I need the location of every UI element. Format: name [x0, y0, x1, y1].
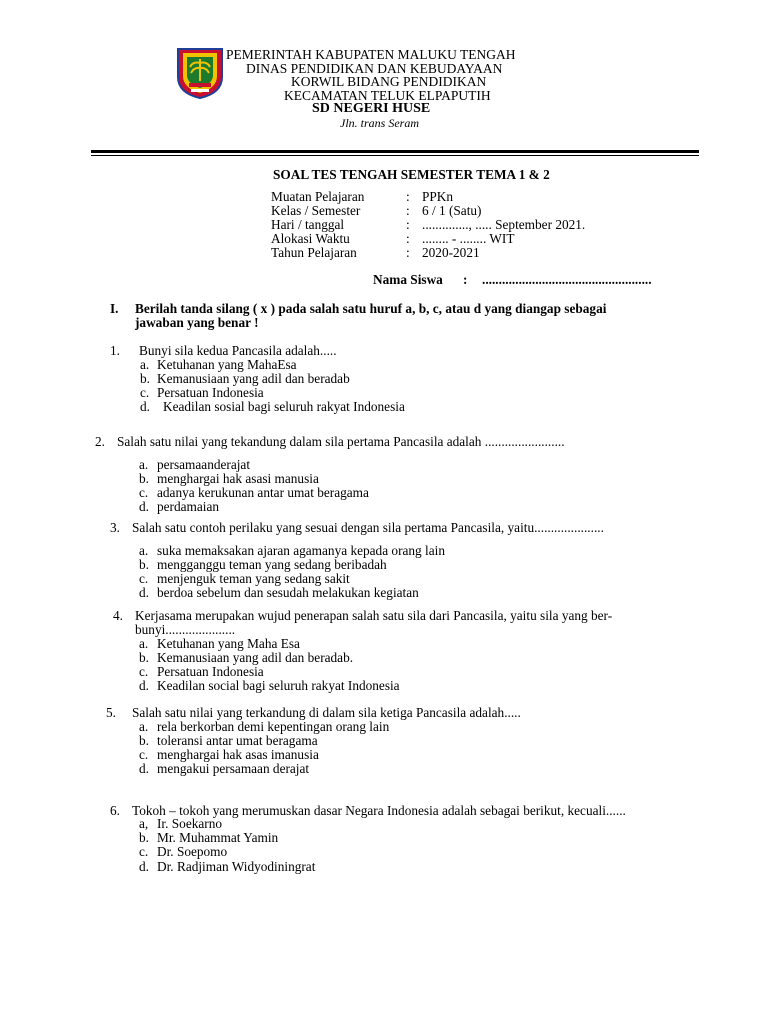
option-letter[interactable]: d.: [139, 761, 149, 776]
option-letter[interactable]: d.: [139, 678, 149, 693]
option-letter[interactable]: c.: [140, 385, 150, 400]
exam-title: SOAL TES TENGAH SEMESTER TEMA 1 & 2: [273, 167, 550, 182]
option-letter[interactable]: b.: [139, 557, 149, 572]
letterhead-divider-thick: [91, 150, 699, 153]
info-label: Alokasi Waktu: [271, 231, 350, 246]
option-text: Dr. Radjiman Widyodiningrat: [157, 859, 316, 874]
option-text: Kemanusiaan yang adil dan beradab.: [157, 650, 354, 665]
header-line-4: KECAMATAN TELUK ELPAPUTIH: [284, 88, 491, 103]
option-text: menghargai hak asasi manusia: [157, 471, 319, 486]
question-text-continued: bunyi.....................: [135, 622, 236, 637]
info-colon: :: [406, 245, 410, 260]
question-text: Salah satu contoh perilaku yang sesuai dengan sila pertama Pancasila, yaitu.....................: [132, 520, 604, 535]
option-letter[interactable]: a.: [139, 636, 149, 651]
question-text: Salah satu nilai yang terkandung di dalam sila ketiga Pancasila adalah.....: [132, 705, 521, 720]
question-text: Salah satu nilai yang tekandung dalam sila pertama Pancasila adalah ........................: [117, 434, 565, 449]
question-number: 2.: [95, 434, 105, 449]
option-text: Keadilan sosial bagi seluruh rakyat Indonesia: [163, 399, 405, 414]
option-letter[interactable]: d.: [139, 859, 149, 874]
info-colon: :: [406, 231, 410, 246]
header-line-1: PEMERINTAH KABUPATEN MALUKU TENGAH: [226, 47, 516, 62]
letterhead-divider-thin: [91, 155, 699, 156]
header-line-2: DINAS PENDIDIKAN DAN KEBUDAYAAN: [246, 61, 503, 76]
section-instruction-line-2: jawaban yang benar !: [135, 315, 259, 330]
info-label: Kelas / Semester: [271, 203, 361, 218]
school-address: Jln. trans Seram: [340, 116, 419, 130]
option-letter[interactable]: b.: [139, 650, 149, 665]
option-text: Ketuhanan yang MahaEsa: [157, 357, 297, 372]
option-text: menghargai hak asas imanusia: [157, 747, 319, 762]
option-letter[interactable]: c.: [139, 747, 149, 762]
option-letter[interactable]: c.: [139, 664, 149, 679]
option-text: adanya kerukunan antar umat beragama: [157, 485, 369, 500]
option-text: persamaanderajat: [157, 457, 251, 472]
question-number: 6.: [110, 803, 120, 818]
option-text: berdoa sebelum dan sesudah melakukan kegiatan: [157, 585, 419, 600]
option-text: Persatuan Indonesia: [157, 385, 264, 400]
info-value: 2020-2021: [422, 245, 480, 260]
regency-emblem-logo: [175, 47, 225, 99]
question-number: 3.: [110, 520, 120, 535]
option-letter[interactable]: d.: [139, 499, 149, 514]
option-text: Ir. Soekarno: [157, 816, 222, 831]
section-instruction-line-1: Berilah tanda silang ( x ) pada salah satu huruf a, b, c, atau d yang diangap sebagai: [135, 301, 607, 316]
option-text: Mr. Muhammat Yamin: [157, 830, 279, 845]
option-letter[interactable]: b.: [140, 371, 150, 386]
info-colon: :: [406, 203, 410, 218]
option-text: suka memaksakan ajaran agamanya kepada orang lain: [157, 543, 445, 558]
question-number: 5.: [106, 705, 116, 720]
option-letter[interactable]: a.: [139, 719, 149, 734]
option-text: Dr. Soepomo: [157, 844, 228, 859]
info-colon: :: [406, 217, 410, 232]
option-text: Keadilan social bagi seluruh rakyat Indonesia: [157, 678, 400, 693]
info-label: Hari / tanggal: [271, 217, 345, 232]
section-number: I.: [110, 301, 119, 316]
info-label: Muatan Pelajaran: [271, 189, 365, 204]
option-letter[interactable]: b.: [139, 733, 149, 748]
option-letter[interactable]: a.: [139, 457, 149, 472]
header-line-3: KORWIL BIDANG PENDIDIKAN: [291, 74, 487, 89]
info-colon: :: [406, 189, 410, 204]
student-name-colon: :: [463, 272, 468, 287]
option-letter[interactable]: d.: [139, 585, 149, 600]
option-letter[interactable]: b.: [139, 471, 149, 486]
option-letter[interactable]: a.: [140, 357, 150, 372]
question-text: Tokoh – tokoh yang merumuskan dasar Negara Indonesia adalah sebagai berikut, kecuali......: [132, 803, 626, 818]
info-value: 6 / 1 (Satu): [422, 203, 482, 218]
option-text: perdamaian: [157, 499, 220, 514]
school-name: SD NEGERI HUSE: [312, 101, 431, 116]
option-text: menjenguk teman yang sedang sakit: [157, 571, 350, 586]
option-letter[interactable]: c.: [139, 485, 149, 500]
option-text: mengakui persamaan derajat: [157, 761, 310, 776]
option-letter[interactable]: a.: [139, 543, 149, 558]
option-letter[interactable]: d.: [140, 399, 150, 414]
info-value: ........ - ........ WIT: [422, 231, 515, 246]
question-number: 1.: [110, 343, 120, 358]
question-number: 4.: [113, 608, 123, 623]
option-letter[interactable]: a,: [139, 816, 149, 831]
option-text: Ketuhanan yang Maha Esa: [157, 636, 300, 651]
option-text: rela berkorban demi kepentingan orang lain: [157, 719, 390, 734]
option-text: mengganggu teman yang sedang beribadah: [157, 557, 387, 572]
student-name-label: Nama Siswa: [373, 272, 443, 287]
option-letter[interactable]: c.: [139, 571, 149, 586]
student-name-blank[interactable]: ...................................................: [482, 272, 652, 287]
info-label: Tahun Pelajaran: [271, 245, 357, 260]
option-text: Persatuan Indonesia: [157, 664, 264, 679]
info-value: PPKn: [422, 189, 454, 204]
option-text: toleransi antar umat beragama: [157, 733, 318, 748]
option-letter[interactable]: b.: [139, 830, 149, 845]
option-letter[interactable]: c.: [139, 844, 149, 859]
option-text: Kemanusiaan yang adil dan beradab: [157, 371, 350, 386]
info-value: .............., ..... September 2021.: [422, 217, 586, 232]
question-text: Bunyi sila kedua Pancasila adalah.....: [139, 343, 337, 358]
question-text: Kerjasama merupakan wujud penerapan salah satu sila dari Pancasila, yaitu sila yang ber-: [135, 608, 613, 623]
